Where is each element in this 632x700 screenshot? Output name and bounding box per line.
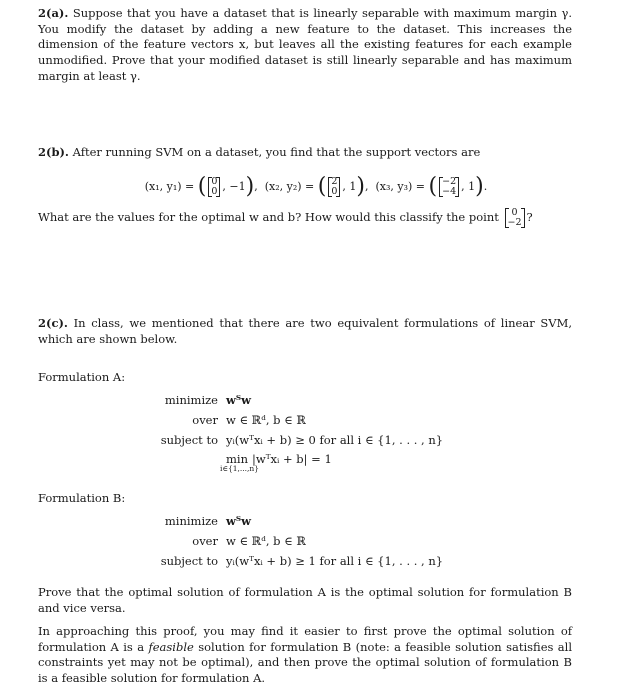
- formulation-a-title: Formulation A:: [38, 370, 126, 384]
- paren-close-icon: ): [245, 174, 255, 199]
- problem-2a-text: Suppose that you have a dataset that is linearly separable with maximum margin γ. You modify the dataset by adding a new feature to the dataset. This increases the dimension of the feature vectors x, but leaves all the existing features for each example unmodified. Prove that your modified dataset is still linearly separable and has maximum margin at least γ.: [38, 6, 573, 83]
- problem-2a: [38, 6, 572, 84]
- sv2-lhs: (x₂, y₂) =: [264, 179, 315, 193]
- query-point-vector: 0 −2: [505, 208, 525, 228]
- sv3-label: , 1: [461, 179, 476, 193]
- prove-statement: Prove that the optimal solution of formulation A is the optimal solution for formulation B and vice versa.: [38, 585, 572, 615]
- formulation-b-minimize: minimize wᵀw: [164, 514, 252, 528]
- problem-2b-label: 2(b).: [38, 145, 69, 159]
- formulation-a-min-constraint: [118, 452, 332, 473]
- sv3-lhs: (x₃, y₃) =: [375, 179, 426, 193]
- formulation-a-over: over w ∈ ℝᵈ, b ∈ ℝ: [192, 413, 306, 427]
- sv2-label: , 1: [342, 179, 357, 193]
- paren-open-icon: (: [317, 174, 327, 199]
- sv2-vector: 2 0: [328, 177, 340, 197]
- paren-open-icon: (: [197, 174, 207, 199]
- problem-2c: [38, 316, 572, 347]
- question-text: What are the values for the optimal w and b? How would this classify the point: [38, 209, 499, 224]
- hint-paragraph: In approaching this proof, you may find it easier to first prove the optimal solution of formulation A is a feasible solution for formulation B (note: a feasible solution satisfies all constraints yet may not be optimal), and then prove the optimal solution of formulation B is a feasible solution for formulation A.: [38, 624, 573, 685]
- sv3-vector: −2 −4: [439, 177, 459, 197]
- problem-2b: [38, 145, 572, 161]
- formulation-b-title: Formulation B:: [38, 491, 126, 505]
- formulation-b-over: over w ∈ ℝᵈ, b ∈ ℝ: [192, 534, 306, 548]
- paren-open-icon: (: [428, 174, 438, 199]
- support-vectors-equation: (x₁, y₁) = ( 0 0 , −1), (x₂, y₂) = ( 2 0 , 1), (x₃, y₃) = ( −2 −4 , 1).: [144, 174, 488, 199]
- sv1-lhs: (x₁, y₁) =: [144, 179, 195, 193]
- formulation-a-minimize: minimize wᵀw: [164, 393, 252, 407]
- min-expr: |wᵀxᵢ + b| = 1: [252, 452, 332, 466]
- formulation-b-subject: subject to yᵢ(wᵀxᵢ + b) ≥ 1 for all i ∈ {1, . . . , n}: [160, 554, 444, 568]
- formulation-a-subject: subject to yᵢ(wᵀxᵢ + b) ≥ 0 for all i ∈ {1, . . . , n}: [160, 433, 444, 447]
- feasible-emphasis: feasible: [148, 639, 194, 654]
- problem-2b-intro: After running SVM on a dataset, you find that the support vectors are: [72, 145, 481, 159]
- sv1-vector: 0 0: [208, 177, 220, 197]
- min-word: min: [226, 452, 248, 466]
- paren-close-icon: ): [475, 174, 484, 199]
- problem-2a-label: 2(a).: [38, 6, 69, 20]
- problem-2c-label: 2(c).: [38, 316, 68, 330]
- min-subscript: i∈{1,...,n}: [220, 464, 260, 473]
- question-end: ?: [526, 209, 533, 224]
- problem-2b-question: [38, 208, 572, 228]
- sv1-label: , −1: [222, 179, 246, 193]
- paren-close-icon: ): [356, 174, 365, 199]
- problem-2c-text: In class, we mentioned that there are two equivalent formulations of linear SVM, which are shown below.: [38, 316, 572, 346]
